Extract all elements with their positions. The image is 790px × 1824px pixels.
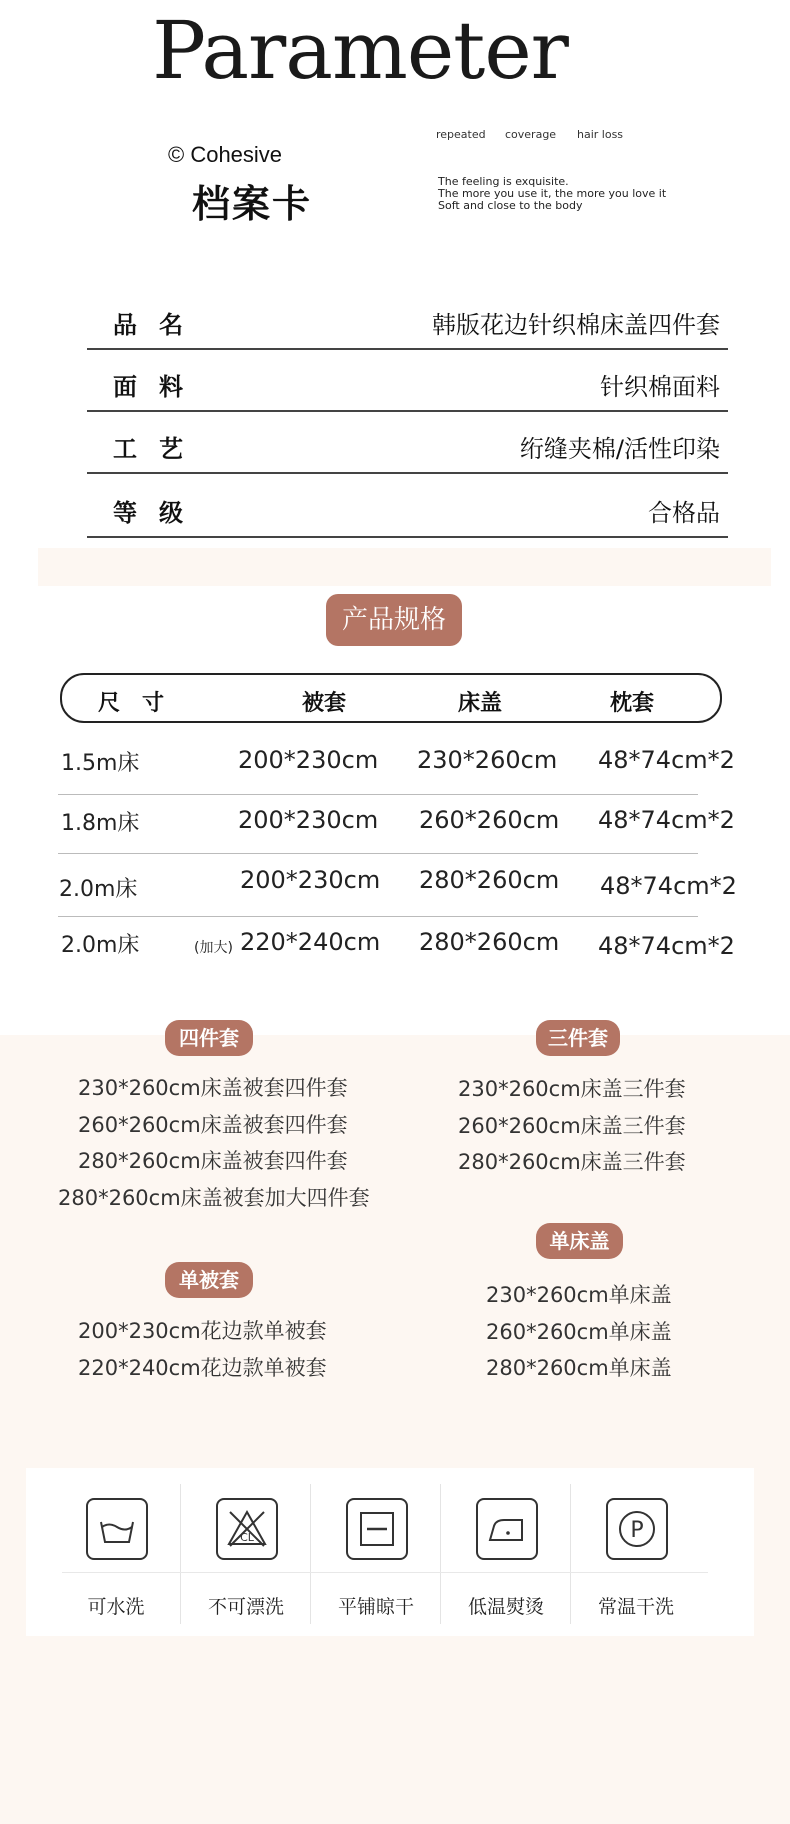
info-value: 合格品 (648, 499, 720, 527)
row-size: 2.0m床 (61, 933, 140, 958)
svg-text:CL: CL (240, 1531, 254, 1544)
row-duvet: 200*230cm (238, 806, 379, 834)
table-row (0, 866, 790, 900)
no-bleach-icon (216, 1498, 278, 1560)
care-label: 常温干洗 (597, 1596, 674, 1618)
row-cover: 230*260cm (417, 746, 558, 774)
list-item: 280*260cm床盖三件套 (458, 1150, 686, 1174)
row-pillow: 48*74cm*2 (598, 746, 735, 774)
dry-clean-p-icon (606, 1498, 668, 1560)
four-set-pill: 四件套 (165, 1020, 253, 1056)
list-item: 230*260cm床盖三件套 (458, 1077, 686, 1101)
washtub-icon (86, 1498, 148, 1560)
care-divider (180, 1484, 181, 1624)
table-row (0, 806, 790, 840)
care-item-no-bleach (182, 1484, 310, 1624)
list-item: 280*260cm床盖被套四件套 (78, 1149, 348, 1173)
spec-pill: 产品规格 (326, 594, 462, 646)
row-size: 1.8m床 (61, 811, 140, 836)
tagline-line: The feeling is exquisite. (438, 175, 569, 188)
row-cover: 280*260cm (419, 866, 560, 894)
row-note: (加大) (194, 940, 233, 956)
row-divider (58, 794, 698, 795)
row-pillow: 48*74cm*2 (598, 932, 735, 960)
tagline-line: The more you use it, the more you love it (438, 187, 667, 200)
row-size: 1.5m床 (61, 751, 140, 776)
brand-name: © Cohesive (168, 142, 283, 167)
list-item: 260*260cm床盖三件套 (458, 1114, 686, 1138)
row-pillow: 48*74cm*2 (600, 872, 737, 900)
header-duvet: 被套 (302, 691, 347, 716)
single-cover-pill: 单床盖 (536, 1223, 623, 1259)
table-row (0, 928, 790, 962)
row-duvet: 200*230cm (240, 866, 381, 894)
brand-subtitle: 档案卡 (192, 182, 313, 226)
info-value: 韩版花边针织棉床盖四件套 (432, 311, 720, 339)
header-size: 尺 寸 (98, 691, 165, 716)
row-cover: 280*260cm (419, 928, 560, 956)
spec-table-header (60, 673, 722, 723)
single-duvet-pill: 单被套 (165, 1262, 253, 1298)
info-label: 工艺 (113, 435, 205, 463)
info-row-grade (87, 476, 728, 538)
info-row-craft (87, 412, 728, 474)
info-label: 面料 (113, 373, 205, 401)
header-cover: 床盖 (458, 691, 503, 716)
info-value: 针织棉面料 (600, 373, 720, 401)
page-title: Parameter (152, 4, 568, 97)
info-row-name (87, 288, 728, 350)
info-label: 品名 (113, 311, 205, 339)
three-set-pill: 三件套 (536, 1020, 620, 1056)
svg-text:P: P (630, 1518, 644, 1543)
care-label: 低温熨烫 (467, 1596, 544, 1618)
low-iron-icon (476, 1498, 538, 1560)
info-row-fabric (87, 350, 728, 412)
list-item: 200*230cm花边款单被套 (78, 1319, 327, 1343)
care-row-divider (62, 1572, 708, 1573)
row-duvet: 220*240cm (240, 928, 381, 956)
row-cover: 260*260cm (419, 806, 560, 834)
care-item-iron (442, 1484, 570, 1624)
tag-repeated: repeated (436, 128, 486, 141)
row-divider (58, 916, 698, 917)
tag-coverage: coverage (505, 128, 557, 141)
info-value: 绗缝夹棉/活性印染 (519, 435, 720, 463)
care-panel (26, 1468, 754, 1636)
care-item-wash (52, 1484, 180, 1624)
care-label: 不可漂洗 (207, 1596, 284, 1618)
list-item: 230*260cm床盖被套四件套 (78, 1076, 348, 1100)
care-label: 可水洗 (87, 1596, 145, 1618)
care-item-dry-clean (572, 1484, 700, 1624)
row-duvet: 200*230cm (238, 746, 379, 774)
care-divider (570, 1484, 571, 1624)
list-item: 220*240cm花边款单被套 (78, 1356, 327, 1380)
header-pillow: 枕套 (610, 691, 655, 716)
care-label: 平铺晾干 (337, 1596, 414, 1618)
info-label: 等级 (113, 499, 205, 527)
care-divider (440, 1484, 441, 1624)
row-size: 2.0m床 (59, 877, 138, 902)
list-item: 280*260cm单床盖 (486, 1356, 672, 1380)
row-pillow: 48*74cm*2 (598, 806, 735, 834)
tagline-line: Soft and close to the body (438, 199, 583, 212)
table-row (0, 746, 790, 780)
list-item: 230*260cm单床盖 (486, 1283, 672, 1307)
sets-section (0, 1026, 790, 1824)
tag-hair-loss: hair loss (577, 128, 624, 141)
divider-band (38, 548, 771, 586)
list-item: 280*260cm床盖被套加大四件套 (58, 1186, 370, 1210)
row-divider (58, 853, 698, 854)
dry-flat-icon (346, 1498, 408, 1560)
care-item-dry-flat (312, 1484, 440, 1624)
list-item: 260*260cm单床盖 (486, 1320, 672, 1344)
care-divider (310, 1484, 311, 1624)
list-item: 260*260cm床盖被套四件套 (78, 1113, 348, 1137)
